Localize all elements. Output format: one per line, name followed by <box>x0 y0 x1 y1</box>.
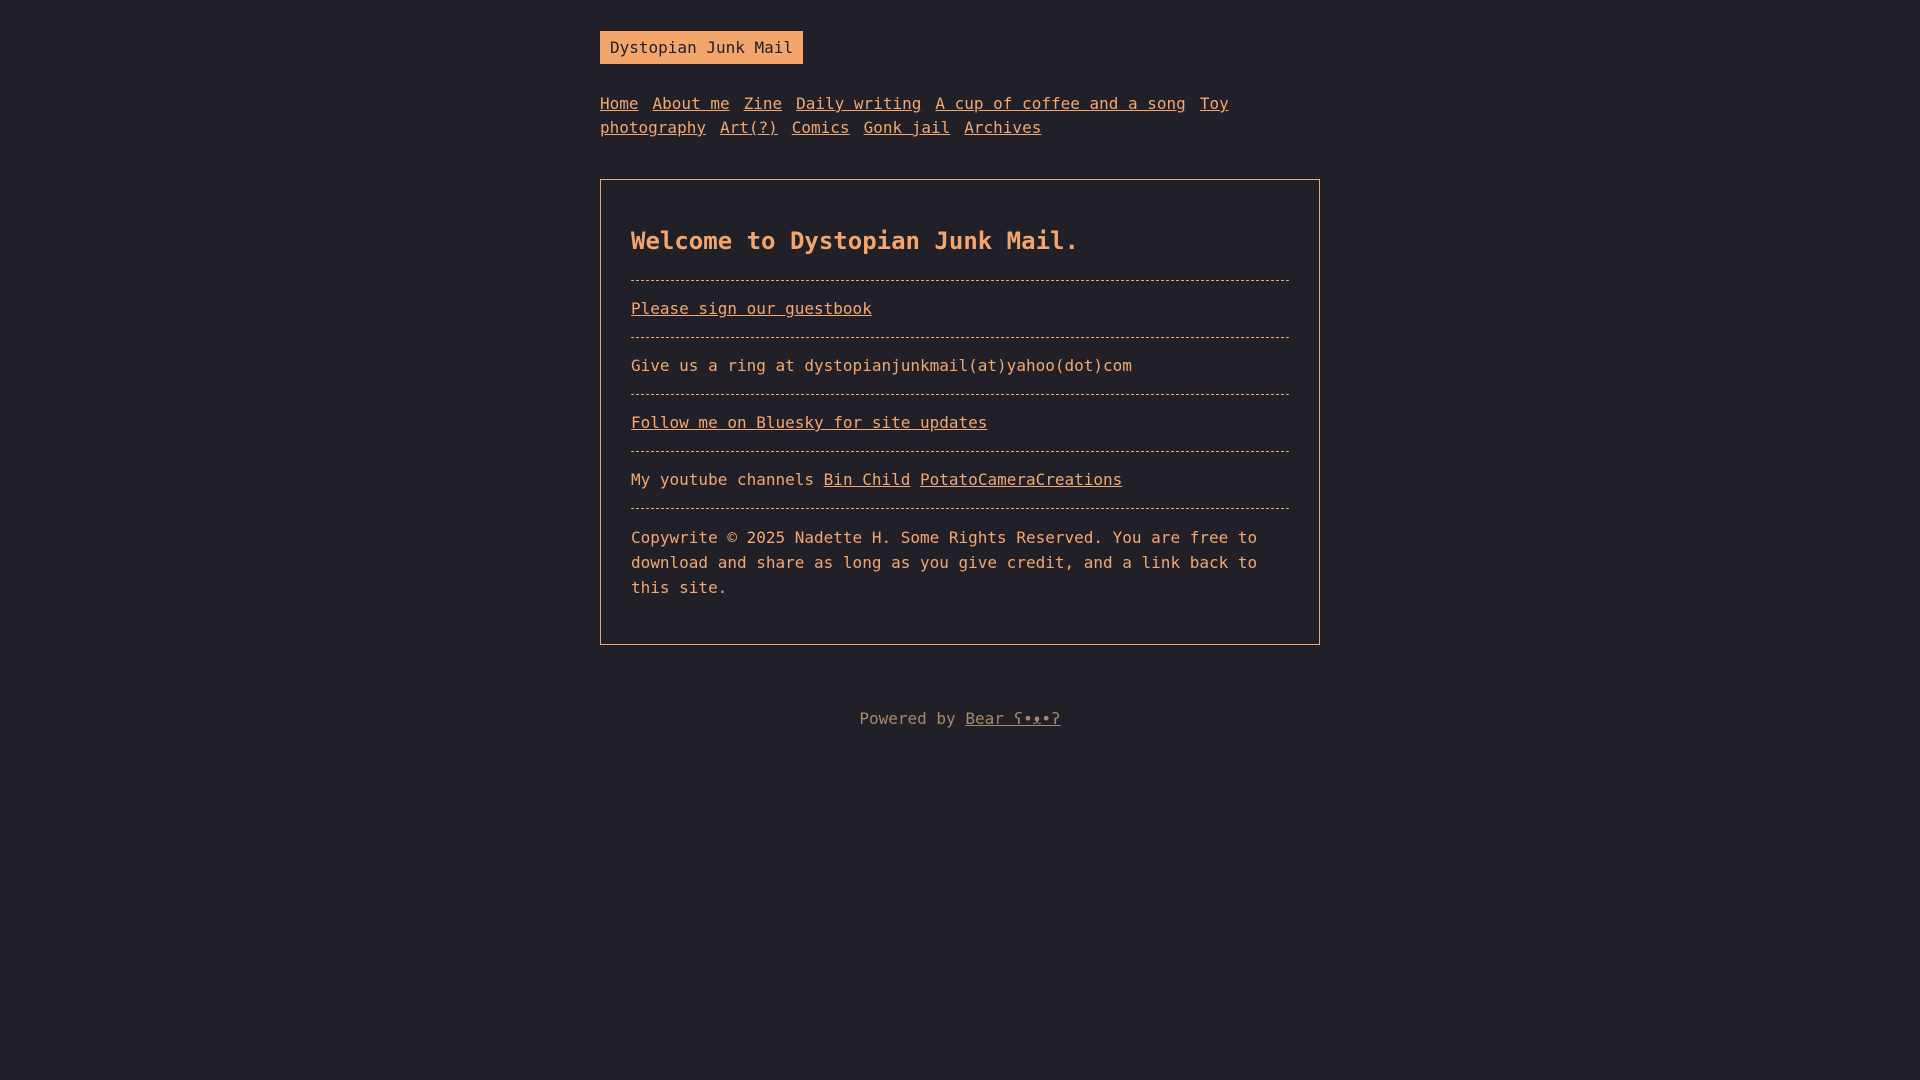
main-nav <box>600 92 1290 140</box>
nav-link-home[interactable]: Home <box>600 94 639 113</box>
guestbook-row <box>631 281 1289 337</box>
nav-link-about-me[interactable]: About me <box>652 94 730 113</box>
guestbook-link[interactable]: Please sign our guestbook <box>631 299 872 318</box>
nav-link-zine[interactable]: Zine <box>743 94 783 113</box>
bluesky-row <box>631 395 1289 451</box>
bluesky-link[interactable]: Follow me on Bluesky for site updates <box>631 413 988 432</box>
nav-link-art[interactable]: Art(?) <box>719 118 778 137</box>
copyright-text: Copywrite © 2025 Nadette H. Some Rights Reserved. You are free to download and share as long as you give credit, and a link back to this site. <box>631 528 1258 597</box>
bear-link[interactable]: Bear ʕ•ᴥ•ʔ <box>965 709 1061 728</box>
footer-prefix: Powered by <box>859 709 956 728</box>
youtube-row <box>631 452 1289 508</box>
contact-text: Give us a ring at dystopianjunkmail(at)yahoo(dot)com <box>631 356 1132 375</box>
nav-link-comics[interactable]: Comics <box>791 118 850 137</box>
footer <box>0 709 1920 729</box>
page-heading: Welcome to Dystopian Junk Mail. <box>631 227 1079 255</box>
welcome-card <box>600 179 1320 645</box>
page-container <box>600 31 1320 645</box>
youtube-link-bin-child[interactable]: Bin Child <box>823 470 911 489</box>
nav-link-coffee-song[interactable]: A cup of coffee and a song <box>935 94 1186 113</box>
site-title-link[interactable]: Dystopian Junk Mail <box>600 31 803 64</box>
youtube-link-potato-camera[interactable]: PotatoCameraCreations <box>920 470 1123 489</box>
nav-link-archives[interactable]: Archives <box>964 118 1042 137</box>
nav-link-toy-photography[interactable]: Toy photography <box>600 94 1229 137</box>
nav-link-gonk-jail[interactable]: Gonk jail <box>863 118 951 137</box>
nav-link-daily-writing[interactable]: Daily writing <box>796 94 922 113</box>
youtube-prefix: My youtube channels <box>631 470 815 489</box>
